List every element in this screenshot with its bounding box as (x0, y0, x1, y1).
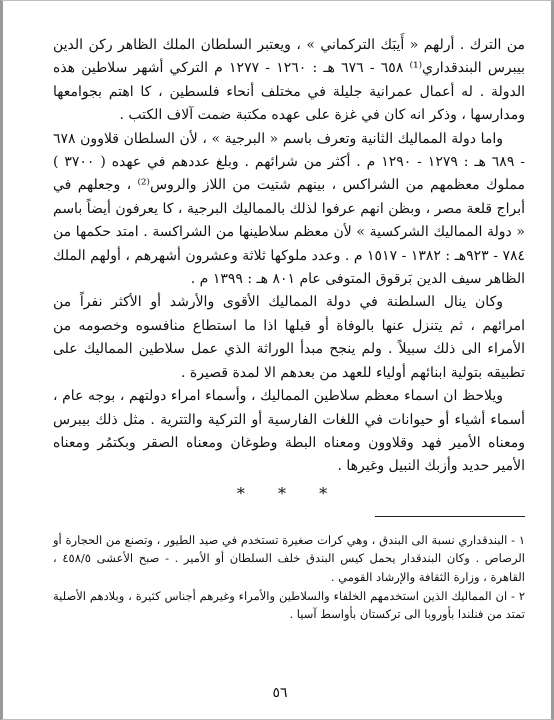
paragraph-3: وكان ينال السلطنة في دولة المماليك الأقوى والأرشد أو الأكثر نفراً من امرائهم ، ثم يتنزل عنها بالوفاة أو قبلها اذا ما استطاع منافسوه وخصومه من الأمراء الى ذلك سبيلاً . ولم ينجح مبدأ الوراثة الذي عمل سلاطين المماليك على تطبيقه بتولية ابنائهم أولياء للعهد من بعدهم الا لمدة قصيرة . (53, 294, 525, 381)
paragraph-2: واما دولة المماليك الثانية وتعرف باسم « البرجية » ، لأن السلطان قلاوون ٦٧٨ - ٦٨٩ هـ : ١٢٧٩ - ١٢٩٠ م . أكثر من شرائهم . وبلغ عددهم في عهده ( ٣٧٠٠ ) مملوك معظمهم من الشراكس ، بينهم شتيت من اللاز والروس⁽²⁾ ، وجعلهم في أبراج قلعة مصر ، وبظن انهم عرفوا لذلك بالمماليك البرجية ، كا يعرفون أيضاً باسم « دولة المماليك الشركسية » لأن معظم سلاطينها من الشراكسة . امتد حكمها من ٧٨٤ - ٩٢٣هـ : ١٣٨٢ - ١٥١٧ م . وعدد ملوكها ثلاثة وعشرون أشهرهم ، أولهم الملك الظاهر سيف الدين بَرقوق المتوفى عام ٨٠١ هـ : ١٣٩٩ م . (53, 130, 526, 288)
main-text (53, 34, 525, 479)
footnote-1: ١ - البندقداري نسبة الى البندق ، وهي كرات صغيرة تستخدم في صيد الطيور ، وتصنع من الحجارة أو الرصاص . وكان البندقدار يحمل كيس البندق خلف السلطان أو الأمير . - صبح الأعشى ٤٥٨/٥ ، القاهرة ، وزارة الثقافة والإرشاد القومي . (53, 532, 525, 584)
footnotes (53, 531, 525, 624)
footnote-rule (375, 516, 525, 517)
footnote-2: ٢ - ان المماليك الذين استخدمهم الخلفاء والسلاطين والأمراء وغيرهم أجناس كثيرة ، وبلادهم الأصلية تمتد من فنلندا بأوروبا الى تركستان بأواسط آسيا . (53, 588, 525, 622)
page-number: ٥٦ (272, 685, 288, 701)
section-separator: * * * (236, 483, 342, 503)
paragraph-1: من الترك . أرلهم « أَيبَك التركماني » ، ويعتبر السلطان الملك الظاهر ركن الدين بيبرس البندقداري⁽¹⁾ ٦٥٨ - ٦٧٦ هـ : ١٢٦٠ - ١٢٧٧ م التركي أشهر سلاطين هذه الدولة . له أعمال عمرانية جليلة في مختلف أنحاء فلسطين ، كا اهتم بجوامعها ومدارسها ، وذكر انه كان في غزة على عهده مكتبة ضمت آلاف الكتب . (53, 37, 526, 124)
book-page (53, 34, 525, 624)
paragraph-4: ويلاحظ ان اسماء معظم سلاطين المماليك ، وأسماء امراء دولتهم ، بوجه عام ، أسماء أشياء أو حيوانات في اللغات الفارسية أو التركية والتترية . مثل ذلك بيبرس ومعناه الأمير فهد وقلاوون ومعناه البطة وطوغان ومعناه الصقر وبكتمُر ومعناه الأمير حديد وأزبك النبيل وغيرها . (53, 388, 525, 475)
